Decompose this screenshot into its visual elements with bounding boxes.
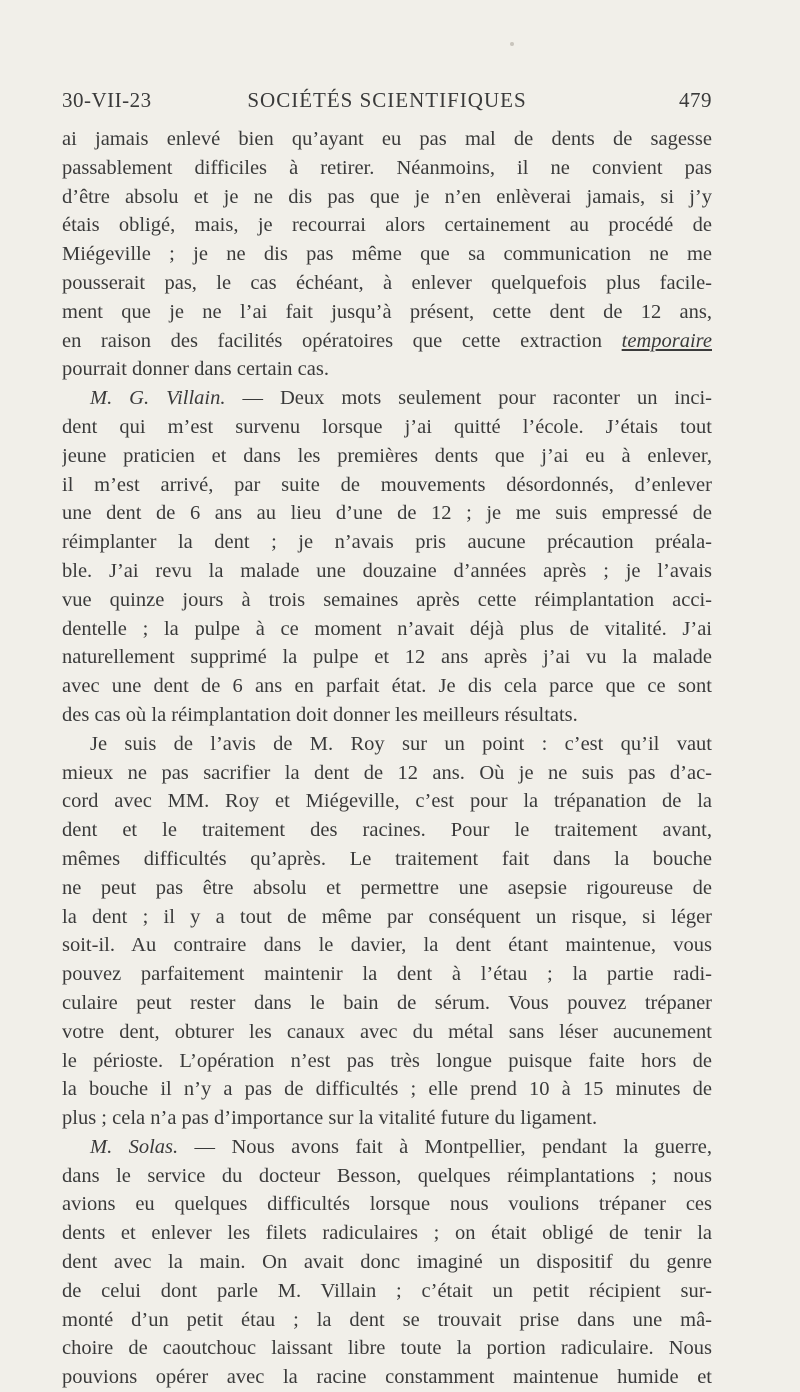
speaker-name: M. Solas. (90, 1135, 179, 1158)
line-text: cord avec MM. Roy et Miégeville, c’est pour la trépanation de la (62, 790, 712, 813)
text-line (62, 845, 712, 874)
text-line (62, 931, 712, 960)
text-line (62, 1047, 712, 1076)
line-text: étais obligé, mais, je recourrai alors certainement au procédé de (62, 214, 712, 237)
text-line (62, 989, 712, 1018)
text-line (62, 1334, 712, 1363)
line-text: soit-il. Au contraire dans le davier, la dent étant maintenue, vous (62, 934, 712, 957)
line-text: naturellement supprimé la pulpe et 12 ans après j’ai vu la malade (62, 646, 712, 669)
text-line (62, 701, 712, 730)
line-text: monté d’un petit étau ; la dent se trouvait prise dans une mâ- (62, 1308, 712, 1331)
line-text: pousserait pas, le cas échéant, à enlever quelquefois plus facile- (62, 271, 712, 294)
line-text: jeune praticien et dans les premières dents que j’ai eu à enlever, (62, 444, 712, 467)
text-line (62, 1277, 712, 1306)
text-line (62, 1075, 712, 1104)
text-line (62, 1162, 712, 1191)
text-line (62, 1018, 712, 1047)
text-line (62, 903, 712, 932)
text-line (62, 759, 712, 788)
line-text: pouvez parfaitement maintenir la dent à l’étau ; la partie radi- (62, 963, 712, 986)
line-text: mieux ne pas sacrifier la dent de 12 ans. Où je ne suis pas d’ac- (62, 761, 712, 784)
text-line (62, 1190, 712, 1219)
text-line (62, 615, 712, 644)
line-text: dent avec la main. On avait donc imaginé un dispositif du genre (62, 1251, 712, 1274)
line-text: la bouche il n’y a pas de difficultés ; elle prend 10 à 15 minutes de (62, 1078, 712, 1101)
text-line (62, 413, 712, 442)
text-line (62, 1363, 712, 1392)
text-line (62, 672, 712, 701)
header-date: 30-VII-23 (62, 88, 152, 112)
text-line (62, 730, 712, 759)
line-text: la dent ; il y a tout de même par conséquent un risque, si léger (62, 905, 712, 928)
text-line (62, 1104, 712, 1133)
text-line (62, 125, 712, 154)
line-text: ne peut pas être absolu et permettre une asepsie rigoureuse de (62, 876, 712, 899)
line-text: — Nous avons fait à Montpellier, pendant la guerre, (178, 1135, 712, 1158)
text-line (62, 816, 712, 845)
line-text: des cas où la réimplantation doit donner les meilleurs résultats. (62, 703, 578, 726)
line-text: Je suis de l’avis de M. Roy sur un point : c’est qu’il vaut (90, 732, 712, 755)
text-line (62, 355, 712, 384)
line-text: choire de caoutchouc laissant libre toute la portion radiculaire. Nous (62, 1337, 712, 1360)
text-line (62, 1248, 712, 1277)
text-line (62, 787, 712, 816)
body-text (62, 125, 712, 1392)
line-text: d’être absolu et je ne dis pas que je n’en enlèverai jamais, si j’y (62, 185, 712, 208)
header-title: SOCIÉTÉS SCIENTIFIQUES (247, 88, 527, 112)
line-text: dent et le traitement des racines. Pour le traitement avant, (62, 819, 712, 842)
text-line (62, 471, 712, 500)
line-text: dent qui m’est survenu lorsque j’ai quitté l’école. J’étais tout (62, 415, 712, 438)
line-text: pourrait donner dans certain cas. (62, 358, 329, 381)
text-line (62, 442, 712, 471)
line-text: une dent de 6 ans au lieu d’une de 12 ; je me suis empressé de (62, 502, 712, 525)
line-text: le périoste. L’opération n’est pas très longue puisque faite hors de (62, 1049, 712, 1072)
speaker-name: M. G. Villain. (90, 387, 226, 410)
text-line (62, 1219, 712, 1248)
line-text: pouvions opérer avec la racine constamment maintenue humide et (62, 1366, 712, 1389)
line-text: il m’est arrivé, par suite de mouvements désordonnés, d’enlever (62, 473, 712, 496)
emphasized-word: temporaire (621, 329, 712, 352)
line-text: dans le service du docteur Besson, quelques réimplantations ; nous (62, 1164, 712, 1187)
line-text: dentelle ; la pulpe à ce moment n’avait déjà plus de vitalité. J’ai (62, 617, 712, 640)
text-line (62, 384, 712, 413)
page-number: 479 (679, 88, 712, 112)
line-text: Miégeville ; je ne dis pas même que sa communication ne me (62, 243, 712, 266)
text-line (62, 240, 712, 269)
line-text: culaire peut rester dans le bain de sérum. Vous pouvez trépaner (62, 991, 712, 1014)
line-text: ble. J’ai revu la malade une douzaine d’années après ; je l’avais (62, 559, 712, 582)
line-text: — Deux mots seulement pour raconter un inci- (225, 387, 712, 410)
line-text: en raison des facilités opératoires que cette extraction (62, 329, 603, 352)
line-text: passablement difficiles à retirer. Néanmoins, il ne convient pas (62, 156, 712, 179)
text-line (62, 183, 712, 212)
line-text: de celui dont parle M. Villain ; c’était un petit récipient sur- (62, 1279, 712, 1302)
line-text: vue quinze jours à trois semaines après cette réimplantation acci- (62, 588, 712, 611)
text-line (62, 586, 712, 615)
text-line (62, 327, 712, 356)
line-text: ment que je ne l’ai fait jusqu’à présent, cette dent de 12 ans, (62, 300, 712, 323)
text-line (62, 298, 712, 327)
running-header (62, 88, 712, 124)
line-text: avions eu quelques difficultés lorsque nous voulions trépaner ces (62, 1193, 712, 1216)
text-line (62, 154, 712, 183)
text-line (62, 499, 712, 528)
text-line (62, 1133, 712, 1162)
text-line (62, 269, 712, 298)
text-line (62, 960, 712, 989)
line-text: votre dent, obturer les canaux avec du métal sans léser aucunement (62, 1020, 712, 1043)
line-text: mêmes difficultés qu’après. Le traitement fait dans la bouche (62, 847, 712, 870)
text-line (62, 528, 712, 557)
text-line (62, 557, 712, 586)
line-text: réimplanter la dent ; je n’avais pris aucune précaution préala- (62, 531, 712, 554)
line-text: dents et enlever les filets radiculaires ; on était obligé de tenir la (62, 1222, 712, 1245)
line-text: ai jamais enlevé bien qu’ayant eu pas mal de dents de sagesse (62, 128, 712, 150)
text-line (62, 643, 712, 672)
text-line (62, 1306, 712, 1335)
print-speck (510, 42, 514, 46)
line-text: avec une dent de 6 ans en parfait état. Je dis cela parce que ce sont (62, 675, 712, 698)
text-line (62, 874, 712, 903)
line-text: plus ; cela n’a pas d’importance sur la vitalité future du ligament. (62, 1107, 598, 1130)
text-line (62, 211, 712, 240)
